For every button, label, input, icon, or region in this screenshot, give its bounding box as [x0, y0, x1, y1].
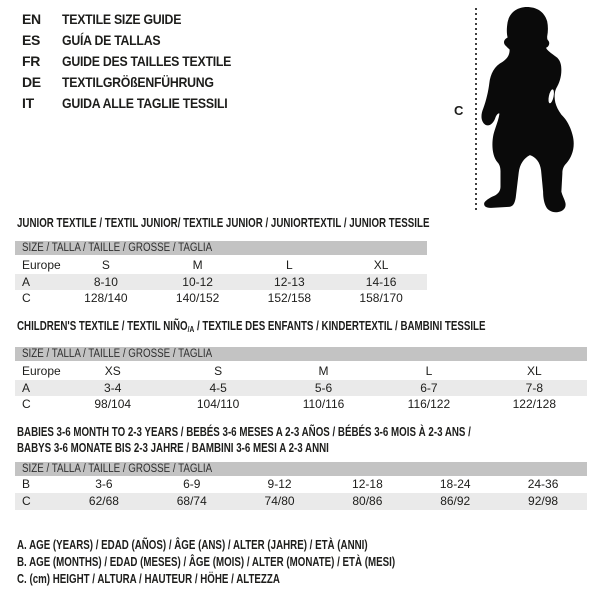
cell: 110/116 — [302, 397, 345, 411]
column-header: XS — [104, 364, 121, 378]
cell: 68/74 — [176, 494, 207, 508]
baby-height-figure — [450, 2, 598, 216]
cell: 10-12 — [182, 275, 213, 289]
children-section-title-text — [17, 319, 486, 336]
cell: 74/80 — [264, 494, 295, 508]
language-code: DE — [22, 74, 41, 90]
cell: 12-18 — [352, 477, 383, 491]
cell: 80/86 — [352, 494, 383, 508]
language-row — [22, 72, 254, 93]
cell: 9-12 — [267, 477, 292, 491]
legend-note-b — [17, 553, 502, 570]
cell: 98/104 — [94, 397, 132, 411]
column-header: L — [286, 258, 293, 272]
cell: 158/170 — [359, 291, 403, 305]
babies-section-title-line2 — [17, 441, 417, 455]
language-code: FR — [22, 53, 41, 69]
cell: 18-24 — [439, 477, 471, 491]
babies-section-title-line1 — [17, 425, 599, 439]
children-title-pre: CHILDREN'S TEXTILE / TEXTIL NIÑO — [17, 319, 188, 333]
size-band — [15, 241, 427, 255]
cell: 152/158 — [267, 291, 312, 305]
cell: 8-10 — [93, 275, 118, 289]
junior-row-age — [15, 274, 427, 290]
column-header: M — [318, 364, 329, 378]
cell: 3-4 — [104, 381, 122, 395]
children-size-table — [15, 347, 587, 412]
row-label: C — [22, 291, 31, 305]
size-band — [15, 462, 587, 476]
cell: 5-6 — [314, 381, 333, 395]
cell: 7-8 — [525, 381, 543, 395]
cell: 116/122 — [407, 397, 451, 411]
legend-note-c-text: C. (cm) HEIGHT / ALTURA / HAUTEUR / HÖHE / ALTEZZA — [17, 572, 280, 586]
children-header-row — [15, 361, 587, 380]
cell: 92/98 — [528, 494, 559, 508]
language-guide-title: TEXTILE SIZE GUIDE — [62, 11, 182, 27]
language-guide-title: TEXTILGRÖßENFÜHRUNG — [62, 74, 214, 90]
cell: 140/152 — [175, 291, 220, 305]
size-band-text: SIZE / TALLA / TAILLE / GRÖSSE / TAGLIA — [22, 348, 213, 360]
cell: 24-36 — [527, 477, 559, 491]
babies-row-age — [15, 476, 587, 493]
junior-header-row — [15, 255, 427, 274]
junior-row-height — [15, 290, 427, 306]
babies-row-height — [15, 493, 587, 510]
cell: 86/92 — [440, 494, 471, 508]
size-band — [15, 347, 587, 361]
junior-section-title-text: JUNIOR TEXTILE / TEXTIL JUNIOR/ TEXTILE JUNIOR / JUNIORTEXTIL / JUNIOR TESSILE — [17, 216, 430, 230]
babies-title-line2-text: BABYS 3-6 MONATE BIS 2-3 JAHRE / BAMBINI 3-6 MESI A 2-3 ANNI — [17, 441, 329, 455]
junior-size-table — [15, 241, 427, 306]
legend-note-a — [17, 536, 467, 553]
legend-note-c — [17, 570, 354, 587]
children-row-age — [15, 380, 587, 396]
cell: 3-6 — [95, 477, 113, 491]
language-row — [22, 30, 254, 51]
children-title-post: / TEXTILE DES ENFANTS / KINDERTEXTIL / BAMBINI TESSILE — [194, 319, 486, 333]
cell: 62/68 — [88, 494, 119, 508]
cell: 12-13 — [274, 275, 305, 289]
language-row — [22, 51, 254, 72]
size-band-text: SIZE / TALLA / TAILLE / GRÖSSE / TAGLIA — [22, 242, 213, 254]
language-row — [22, 9, 254, 30]
children-row-height — [15, 396, 587, 412]
language-code: EN — [22, 11, 41, 27]
row-label: C — [22, 397, 31, 411]
language-guide-title: GUIDA ALLE TAGLIE TESSILI — [62, 95, 228, 111]
cell: 6-9 — [183, 477, 201, 491]
babies-title-line1-text: BABIES 3-6 MONTH TO 2-3 YEARS / BEBÉS 3-6 MESES A 2-3 AÑOS / BÉBÉS 3-6 MOIS À 2-3 ANS / — [17, 425, 471, 439]
cell: 4-5 — [209, 381, 227, 395]
cell: 128/140 — [84, 291, 128, 305]
children-section-title — [17, 319, 600, 333]
cell: 14-16 — [365, 275, 397, 289]
row-label: A — [22, 381, 31, 395]
region-label: Europe — [22, 364, 61, 378]
legend-note-b-text: B. AGE (MONTHS) / EDAD (MESES) / ÂGE (MOIS) / ALTER (MONATE) / ETÀ (MESI) — [17, 555, 396, 569]
row-label: C — [22, 494, 31, 508]
language-guide-title: GUIDE DES TAILLES TEXTILE — [62, 53, 232, 69]
row-label: B — [22, 477, 31, 491]
height-dimension-label: C — [454, 103, 464, 118]
row-label: A — [22, 275, 31, 289]
cell: 104/110 — [196, 397, 240, 411]
babies-size-table — [15, 462, 587, 510]
size-band-text: SIZE / TALLA / TAILLE / GRÖSSE / TAGLIA — [22, 463, 213, 475]
language-row — [22, 93, 254, 114]
column-header: XL — [526, 364, 542, 378]
language-code: ES — [22, 32, 41, 48]
junior-section-title — [17, 216, 546, 230]
column-header: S — [101, 258, 110, 272]
column-header: L — [425, 364, 433, 378]
language-code: IT — [22, 95, 34, 111]
height-dimension-line — [475, 8, 477, 211]
baby-silhouette-icon — [480, 3, 592, 213]
legend-note-a-text: A. AGE (YEARS) / EDAD (AÑOS) / ÂGE (ANS) / ALTER (JAHRE) / ETÀ (ANNI) — [17, 538, 368, 552]
column-header: M — [192, 258, 203, 272]
cell: 122/128 — [512, 397, 557, 411]
cell: 6-7 — [420, 381, 438, 395]
column-header: S — [214, 364, 223, 378]
language-guide-title: GUÍA DE TALLAS — [62, 32, 161, 48]
region-label: Europe — [22, 258, 61, 272]
language-title-list — [22, 9, 254, 114]
column-header: XL — [373, 258, 389, 272]
children-title-sub: /A — [187, 324, 195, 334]
